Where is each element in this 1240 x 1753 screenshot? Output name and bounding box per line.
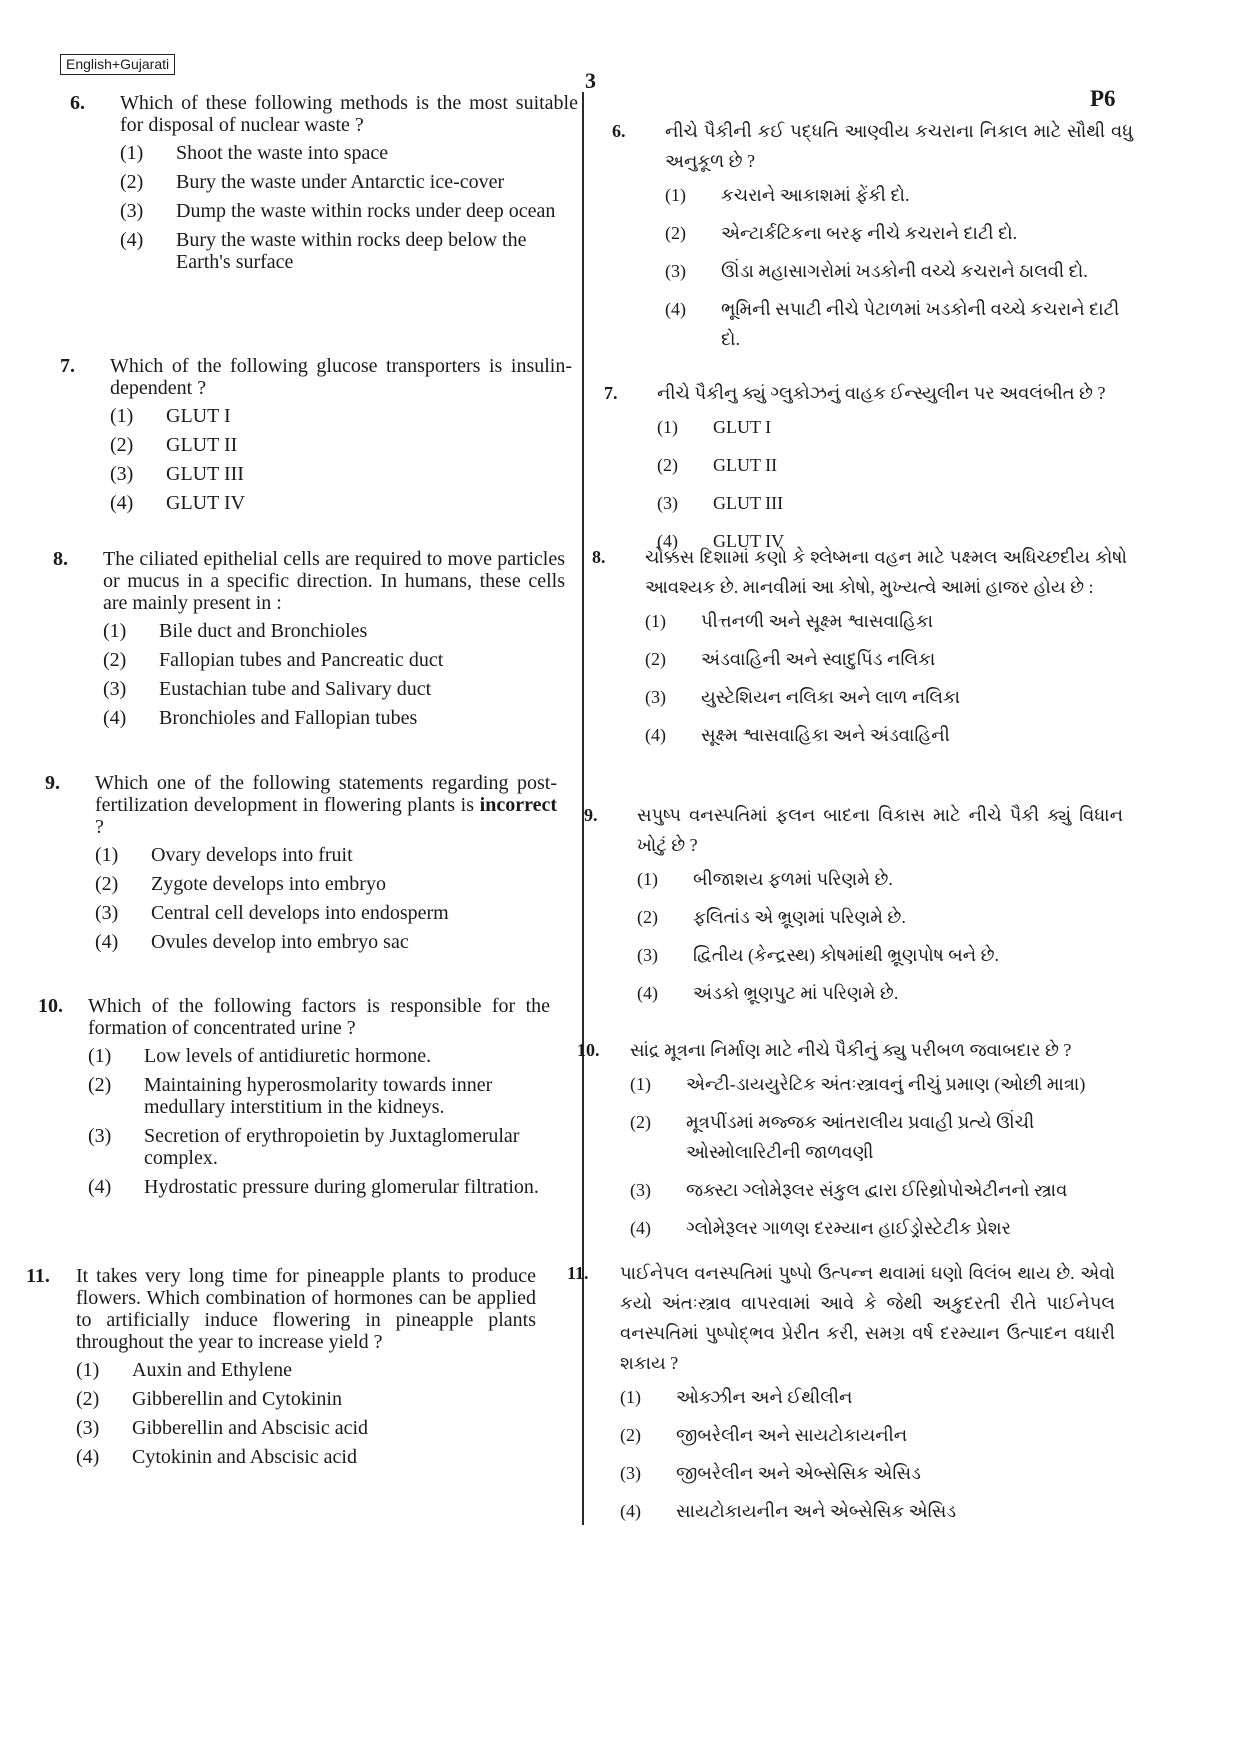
option-text: ભૂમિની સપાટી નીચે પેટાળમાં ખડકોની વચ્ચે કચરાને દાટી દો. <box>721 299 1120 349</box>
option-text: Bronchioles and Fallopian tubes <box>159 707 418 729</box>
option-text: સૂક્ષ્મ શ્વાસવાહિકા અને અંડવાહિની <box>701 725 950 745</box>
option-number: (4) <box>95 931 119 953</box>
question-text: Which of the following factors is responsible for the formation of concentrated urine ? <box>88 995 550 1039</box>
question-text: પાઈનેપલ વનસ્પતિમાં પુષ્પો ઉત્પન્ન થવામાં ઘણો વિલંબ થાય છે. એવો કયો અંતઃસ્ત્રાવ વાપરવામાં આવે કે જેથી અકુદરતી રીતે પાઈનેપલ વનસ્પતિમાં પુષ્પોદ્ભવ પ્રેરીત કરી, સમગ્ર વર્ષ દરમ્યાન ઉત્પાદન વધારી શકાય ? <box>620 1263 1115 1373</box>
options-list <box>665 180 1133 354</box>
question-9-gujarati <box>584 800 1123 1016</box>
option-text: Auxin and Ethylene <box>132 1359 292 1381</box>
option-number: (3) <box>76 1417 100 1439</box>
option-number: (1) <box>76 1359 100 1381</box>
option-text: એન્ટાર્કટિકના બરફ નીચે કચરાને દાટી દો. <box>721 223 1018 243</box>
question-10-english <box>38 995 550 1205</box>
option-number: (1) <box>120 142 144 164</box>
option-3 <box>95 902 557 924</box>
option-number: (3) <box>637 945 658 965</box>
option-text: યુસ્ટેશિયન નલિકા અને લાળ નલિકા <box>701 687 961 707</box>
question-number: 8. <box>53 548 68 570</box>
option-number: (2) <box>103 649 127 671</box>
option-number: (4) <box>120 229 144 251</box>
option-text: જક્સ્ટા ગ્લોમેરૂલર સંકુલ દ્વારા ઈરિથ્રોપોએટીનનો સ્ત્રાવ <box>686 1180 1068 1200</box>
option-1 <box>76 1359 536 1381</box>
option-text: ફલિતાંડ એ ભ્રૂણમાં પરિણમે છે. <box>693 907 906 927</box>
question-text-main: Which one of the following statements regarding post-fertilization development in flowering plants is <box>95 772 557 816</box>
option-4 <box>103 707 565 729</box>
option-3 <box>637 940 1123 970</box>
option-1 <box>630 1069 1120 1099</box>
option-1 <box>88 1045 550 1067</box>
option-number: (2) <box>76 1388 100 1410</box>
option-number: (2) <box>657 455 678 475</box>
question-10-gujarati <box>577 1035 1120 1251</box>
option-2 <box>103 649 565 671</box>
option-number: (3) <box>657 493 678 513</box>
question-text <box>95 772 557 838</box>
option-number: (1) <box>645 611 666 631</box>
option-text: Shoot the waste into space <box>176 142 389 164</box>
option-text: Maintaining hyperosmolarity towards inner medullary interstitium in the kidneys. <box>144 1074 493 1118</box>
question-number: 7. <box>604 383 618 403</box>
option-4 <box>110 492 572 514</box>
option-3 <box>88 1125 550 1169</box>
option-text: Eustachian tube and Salivary duct <box>159 678 432 700</box>
option-3 <box>620 1458 1115 1488</box>
paper-code: P6 <box>1090 86 1116 111</box>
option-number: (2) <box>95 873 119 895</box>
option-3 <box>103 678 565 700</box>
option-text: GLUT III <box>713 493 784 513</box>
question-8-english <box>53 548 565 736</box>
option-number: (2) <box>120 171 144 193</box>
option-3 <box>645 682 1127 712</box>
question-7-gujarati <box>604 378 1129 564</box>
option-2 <box>665 218 1133 248</box>
emphasis-incorrect: incorrect <box>479 794 558 816</box>
option-text: Gibberellin and Abscisic acid <box>132 1417 369 1439</box>
option-text: GLUT I <box>166 405 231 427</box>
option-text: પીત્તનળી અને સૂક્ષ્મ શ્વાસવાહિકા <box>701 611 934 631</box>
option-text: અંડકો ભ્રૂણપુટ માં પરિણમે છે. <box>693 983 899 1003</box>
option-number: (3) <box>103 678 127 700</box>
question-number: 10. <box>577 1040 600 1060</box>
option-number: (1) <box>657 417 678 437</box>
option-4 <box>665 294 1133 354</box>
question-text: Which of these following methods is the most suitable for disposal of nuclear waste ? <box>120 92 578 136</box>
option-text: Low levels of antidiuretic hormone. <box>144 1045 432 1067</box>
option-number: (1) <box>637 869 658 889</box>
option-text: Ovules develop into embryo sac <box>151 931 409 953</box>
question-text: It takes very long time for pineapple plants to produce flowers. Which combination of hormones can be applied to artificially induce flowering in pineapple plants throughout the year to increase yield ? <box>76 1265 536 1353</box>
option-text: કચરાને આકાશમાં ફેંકી દો. <box>721 185 910 205</box>
option-text: Zygote develops into embryo <box>151 873 386 895</box>
option-text: Fallopian tubes and Pancreatic duct <box>159 649 444 671</box>
question-text: The ciliated epithelial cells are required to move particles or mucus in a specific direction. In humans, these cells are mainly present in : <box>103 548 565 614</box>
option-2 <box>637 902 1123 932</box>
question-text-end: ? <box>95 816 104 838</box>
question-9-english <box>45 772 558 960</box>
option-1 <box>620 1382 1115 1412</box>
option-number: (4) <box>88 1176 112 1198</box>
question-7-english <box>60 355 572 521</box>
option-number: (2) <box>110 434 134 456</box>
option-1 <box>665 180 1133 210</box>
option-text: દ્વિતીય (કેન્દ્રસ્થ) કોષમાંથી ભ્રૂણપોષ બને છે. <box>693 945 1000 965</box>
question-text: નીચે પૈકીની કઈ પદ્ધતિ આણ્વીય કચરાના નિકાલ માટે સૌથી વધુ અનુકૂળ છે ? <box>665 121 1133 171</box>
option-number: (3) <box>120 200 144 222</box>
question-number: 6. <box>612 121 626 141</box>
options-list <box>95 844 557 953</box>
option-text: GLUT III <box>166 463 244 485</box>
option-3 <box>110 463 572 485</box>
option-2 <box>630 1107 1120 1167</box>
option-number: (3) <box>95 902 119 924</box>
options-list <box>76 1359 536 1468</box>
option-text: સાયટોકાયનીન અને એબ્સેસિક એસિડ <box>676 1501 957 1521</box>
question-text: સાંદ્ર મૂત્રના નિર્માણ માટે નીચે પૈકીનું ક્યુ પરીબળ જવાબદાર છે ? <box>630 1040 1072 1060</box>
option-text: જીબરેલીન અને સાયટોકાયનીન <box>676 1425 908 1445</box>
option-number: (1) <box>665 185 686 205</box>
option-text: ગ્લોમેરૂલર ગાળણ દરમ્યાન હાઈડ્રોસ્ટેટીક પ્રેશર <box>686 1218 1011 1238</box>
question-8-gujarati <box>592 542 1127 758</box>
options-list <box>120 142 578 273</box>
question-6-english <box>70 92 578 280</box>
option-number: (2) <box>637 907 658 927</box>
question-text: સપુષ્પ વનસ્પતિમાં ફલન બાદના વિકાસ માટે નીચે પૈકી ક્યું વિધાન ખોટું છે ? <box>637 805 1123 855</box>
option-1 <box>103 620 565 642</box>
option-text: Cytokinin and Abscisic acid <box>132 1446 357 1468</box>
question-number: 9. <box>584 805 598 825</box>
option-number: (2) <box>88 1074 112 1096</box>
option-text: GLUT II <box>166 434 238 456</box>
options-list <box>103 620 565 729</box>
options-list <box>110 405 572 514</box>
option-number: (4) <box>665 299 686 319</box>
question-number: 11. <box>567 1263 589 1283</box>
option-text: બીજાશય ફળમાં પરિણમે છે. <box>693 869 893 889</box>
option-text: ઊંડા મહાસાગરોમાં ખડકોની વચ્ચે કચરાને ઠાલવી દો. <box>721 261 1088 281</box>
option-text: Bile duct and Bronchioles <box>159 620 368 642</box>
option-text: GLUT IV <box>166 492 246 514</box>
option-text: મૂત્રપીંડમાં મજ્જક આંતરાલીય પ્રવાહી પ્રત્યે ઊંચી ઓસ્મોલારિટીની જાળવણી <box>686 1112 1035 1162</box>
question-number: 10. <box>38 995 63 1017</box>
option-2 <box>620 1420 1115 1450</box>
option-text: એન્ટી-ડાયયુરેટિક અંતઃસ્ત્રાવનું નીચું પ્રમાણ (ઓછી માત્રા) <box>686 1074 1086 1094</box>
option-number: (3) <box>110 463 134 485</box>
option-text: અંડવાહિની અને સ્વાદુપિંડ નલિકા <box>701 649 936 669</box>
option-text: જીબરેલીન અને એબ્સેસિક એસિડ <box>676 1463 921 1483</box>
option-1 <box>95 844 557 866</box>
option-number: (4) <box>620 1501 641 1521</box>
option-1 <box>645 606 1127 636</box>
question-number: 9. <box>45 772 60 794</box>
option-4 <box>645 720 1127 750</box>
option-number: (1) <box>95 844 119 866</box>
option-text: Gibberellin and Cytokinin <box>132 1388 342 1410</box>
question-number: 6. <box>70 92 85 114</box>
option-number: (4) <box>645 725 666 745</box>
option-text: ઓક્ઝીન અને ઈથીલીન <box>676 1387 853 1407</box>
option-1 <box>110 405 572 427</box>
option-number: (4) <box>637 983 658 1003</box>
option-number: (4) <box>110 492 134 514</box>
option-3 <box>120 200 578 222</box>
option-text: GLUT IV <box>713 531 785 551</box>
option-number: (1) <box>620 1387 641 1407</box>
option-4 <box>120 229 578 273</box>
options-list <box>657 412 1129 556</box>
options-list <box>630 1069 1120 1243</box>
option-4 <box>637 978 1123 1008</box>
option-text: Hydrostatic pressure during glomerular filtration. <box>144 1176 539 1198</box>
option-1 <box>637 864 1123 894</box>
option-number: (4) <box>630 1218 651 1238</box>
option-number: (3) <box>620 1463 641 1483</box>
options-list <box>620 1382 1115 1526</box>
option-2 <box>76 1388 536 1410</box>
options-list <box>88 1045 550 1198</box>
option-number: (3) <box>645 687 666 707</box>
option-text: Bury the waste within rocks deep below the Earth's surface <box>176 229 527 273</box>
language-label: English+Gujarati <box>60 54 175 75</box>
option-number: (3) <box>665 261 686 281</box>
option-number: (3) <box>88 1125 112 1147</box>
option-number: (2) <box>665 223 686 243</box>
page-number: 3 <box>585 68 596 93</box>
option-4 <box>630 1213 1120 1243</box>
options-list <box>645 606 1127 750</box>
option-2 <box>657 450 1129 480</box>
option-2 <box>120 171 578 193</box>
option-number: (1) <box>103 620 127 642</box>
options-list <box>637 864 1123 1008</box>
question-11-gujarati <box>567 1258 1115 1534</box>
option-1 <box>657 412 1129 442</box>
option-number: (1) <box>630 1074 651 1094</box>
option-number: (1) <box>88 1045 112 1067</box>
option-1 <box>120 142 578 164</box>
question-number: 11. <box>26 1265 50 1287</box>
question-11-english <box>26 1265 536 1475</box>
option-text: Central cell develops into endosperm <box>151 902 449 924</box>
option-4 <box>76 1446 536 1468</box>
option-4 <box>95 931 557 953</box>
option-number: (4) <box>657 531 678 551</box>
option-4 <box>620 1496 1115 1526</box>
question-number: 8. <box>592 547 606 567</box>
option-number: (2) <box>645 649 666 669</box>
question-text: ચોક્કસ દિશામાં કણો કે શ્લેષ્મના વહન માટે પક્ષ્મલ અધિચ્છદીય કોષો આવશ્યક છે. માનવીમાં આ કોષો, મુખ્યત્વે આમાં હાજર હોય છે : <box>645 547 1127 597</box>
option-3 <box>657 488 1129 518</box>
option-2 <box>95 873 557 895</box>
option-3 <box>665 256 1133 286</box>
question-text: Which of the following glucose transporters is insulin-dependent ? <box>110 355 572 399</box>
option-text: GLUT I <box>713 417 772 437</box>
question-text: નીચે પૈકીનુ ક્યું ગ્લુકોઝનું વાહક ઈન્સ્યુલીન પર અવલંબીત છે ? <box>657 383 1106 403</box>
option-text: GLUT II <box>713 455 778 475</box>
question-number: 7. <box>60 355 75 377</box>
option-text: Dump the waste within rocks under deep ocean <box>176 200 556 222</box>
option-text: Secretion of erythropoietin by Juxtaglomerular complex. <box>144 1125 520 1169</box>
option-number: (4) <box>103 707 127 729</box>
option-text: Bury the waste under Antarctic ice-cover <box>176 171 505 193</box>
option-number: (3) <box>630 1180 651 1200</box>
option-text: Ovary develops into fruit <box>151 844 353 866</box>
option-3 <box>76 1417 536 1439</box>
option-2 <box>645 644 1127 674</box>
option-number: (1) <box>110 405 134 427</box>
option-number: (2) <box>630 1112 651 1132</box>
option-4 <box>88 1176 550 1198</box>
option-number: (4) <box>76 1446 100 1468</box>
question-6-gujarati <box>612 116 1133 362</box>
option-2 <box>88 1074 550 1118</box>
option-number: (2) <box>620 1425 641 1445</box>
option-3 <box>630 1175 1120 1205</box>
option-2 <box>110 434 572 456</box>
